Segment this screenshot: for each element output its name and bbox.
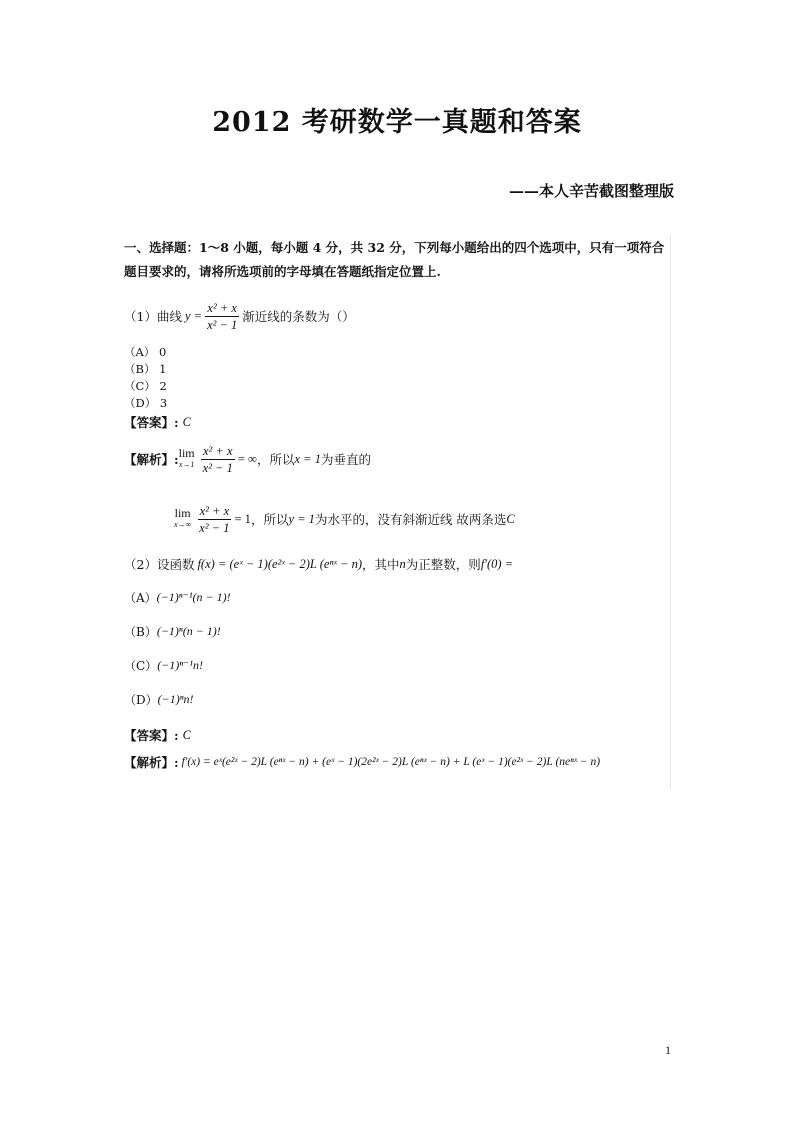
q1-option-d: （D） 3 (124, 396, 168, 410)
q2-option-a-label: （A） (124, 590, 157, 605)
q1-prefix: （1）曲线 (124, 309, 182, 324)
q2-option-b-expr: (−1)ⁿ(n − 1)! (156, 623, 221, 638)
q1-answer (124, 412, 668, 432)
q1-option-a: （A） 0 (124, 345, 167, 359)
q1-option-c: （C） 2 (124, 379, 167, 393)
q2-answer-value: C (182, 727, 191, 742)
q2-stem (124, 548, 668, 580)
q1-answer-value: C (182, 414, 191, 429)
q1-lim1-op: lim (178, 446, 195, 460)
q1-lim1-var: x = 1 (294, 451, 321, 466)
q1-lim2-den: x² − 1 (199, 520, 230, 535)
q1-numerator: x² + x (207, 300, 237, 315)
q1-lim2-rhs: = 1 (234, 511, 251, 526)
q1-lim1-rhs: = ∞ (237, 451, 257, 466)
q1-lim1-sub: x→1 (178, 460, 195, 469)
q1-answer-label: 【答案】: (124, 415, 179, 430)
q2-option-d-expr: (−1)ⁿn! (157, 691, 194, 706)
q1-lim1-text-a: ，所以 (256, 452, 295, 467)
q1-option-b: （B） 1 (124, 362, 167, 376)
q1-lim2-op: lim (174, 506, 191, 520)
q1-lim2-fraction (197, 503, 231, 536)
q1-analysis-line2 (124, 494, 668, 544)
q2-option-d-label: （D） (124, 692, 158, 707)
q2-analysis (124, 750, 668, 788)
section-intro: 一、选择题：1～8 小题，每小题 4 分，共 32 分，下列每小题给出的四个选项中，只有一项符合题目要求的，请将所选项前的字母填在答题纸指定位置上. (124, 240, 665, 279)
q2-option-c-label: （C） (124, 658, 158, 673)
q2-option-c-expr: (−1)ⁿ⁻¹n! (157, 657, 203, 672)
q1-y-eq: y = (184, 308, 203, 323)
page-subtitle: ——本人辛苦截图整理版 (508, 182, 674, 200)
q1-lim2-sub: x→∞ (174, 520, 192, 529)
exam-content (124, 236, 671, 788)
q2-option-a-expr: (−1)ⁿ⁻¹(n − 1)! (156, 589, 231, 604)
q1-analysis-label: 【解析】: (124, 452, 179, 467)
q1-lim2-var: y = 1 (288, 511, 315, 526)
q2-mid2: 为正整数，则 (405, 557, 481, 572)
q1-suffix: 渐近线的条数为（） (242, 309, 355, 324)
q1-stem (124, 296, 668, 336)
q2-option-b (124, 614, 668, 648)
q1-lim1-text-b: 为垂直的 (320, 452, 371, 467)
q1-lim2 (174, 508, 191, 530)
q1-lim2-num: x² + x (199, 503, 230, 518)
page-number: 1 (665, 1043, 671, 1057)
q1-lim2-text-b: 为水平的，没有斜渐近线 故两条选 (314, 512, 507, 527)
q1-lim1-fraction (201, 443, 235, 476)
q2-answer (124, 720, 668, 750)
q2-ask: f′(0) = (480, 556, 514, 571)
q2-prefix: （2）设函数 (124, 557, 195, 572)
q2-option-d (124, 682, 668, 716)
q2-mid: ，其中 (362, 557, 400, 572)
q2-function: f(x) = (eˣ − 1)(e²ˣ − 2)L (eⁿˣ − n) (197, 556, 363, 571)
q2-option-b-label: （B） (124, 624, 157, 639)
q2-option-a (124, 580, 668, 614)
q1-lim2-choice: C (506, 511, 515, 526)
q1-lim1 (179, 448, 195, 470)
q2-answer-label: 【答案】: (124, 728, 179, 743)
page-title: 2012 考研数学一真题和答案 (212, 107, 582, 138)
q2-n: n (399, 556, 406, 571)
q2-analysis-expr: f′(x) = eˣ(e²ˣ − 2)L (eⁿˣ − n) + (eˣ − 1)(2e²ˣ − 2)L (eⁿˣ − n) + L (eˣ − 1)(e²ˣ − 2)L (neⁿˣ − n) (181, 756, 601, 768)
q1-analysis-line1 (124, 432, 668, 486)
q2-option-c (124, 648, 668, 682)
q1-fraction (205, 300, 239, 333)
q2-analysis-label: 【解析】: (124, 755, 179, 770)
q1-lim1-den: x² − 1 (202, 460, 233, 475)
q1-denominator: x² − 1 (207, 317, 238, 332)
q1-lim1-num: x² + x (202, 443, 233, 458)
q1-lim2-text-a: ，所以 (250, 512, 289, 527)
